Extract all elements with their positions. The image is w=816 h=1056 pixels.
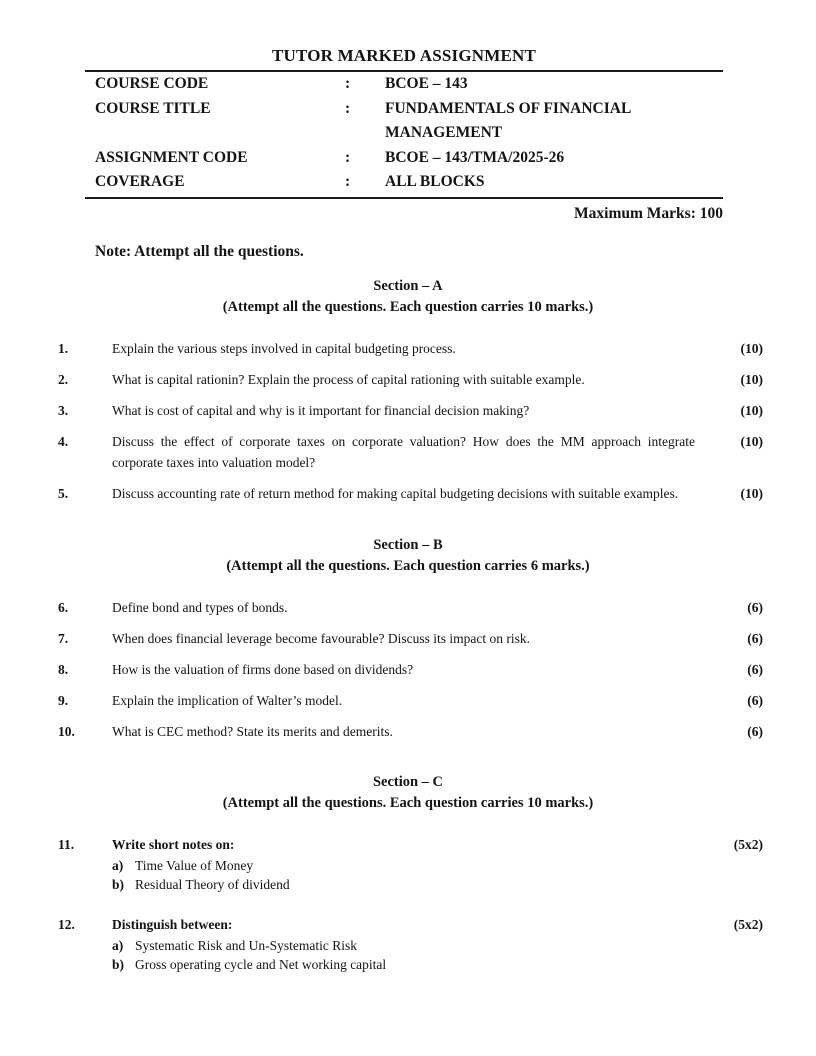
question-number: 4. — [58, 433, 69, 449]
section-a-subtitle: (Attempt all the questions. Each question carries 10 marks.) — [222, 298, 594, 315]
question-row — [58, 597, 763, 619]
sub-item — [112, 955, 695, 975]
question-number: 10. — [58, 723, 75, 739]
divider-bottom — [85, 197, 723, 199]
sub-item — [112, 875, 695, 895]
question-number: 5. — [58, 486, 69, 501]
sub-item — [112, 936, 695, 956]
note-text: Note: Attempt all the questions. — [95, 242, 304, 260]
question-text: Define bond and types of bonds. — [112, 599, 288, 615]
question-text: Discuss accounting rate of return method for making capital budgeting decisions with suitable examples. — [112, 486, 679, 501]
question-marks: (6) — [747, 723, 763, 739]
question-marks: (6) — [747, 599, 763, 615]
course-title-row — [85, 97, 723, 146]
sub-item-text: Time Value of Money — [135, 857, 254, 873]
sub-item-label: a) — [112, 857, 124, 873]
question-marks: (6) — [747, 630, 763, 646]
sub-item-label: a) — [112, 937, 124, 953]
section-a-questions — [58, 338, 763, 505]
colon-separator: : — [345, 148, 351, 166]
question-text: When does financial leverage become favourable? Discuss its impact on risk. — [112, 630, 530, 646]
question-text: What is cost of capital and why is it important for financial decision making? — [112, 402, 530, 418]
colon-separator: : — [345, 173, 351, 190]
assignment-code-row — [85, 146, 723, 171]
spacer — [58, 904, 763, 914]
section-c-subtitle: (Attempt all the questions. Each question carries 10 marks.) — [222, 795, 594, 811]
question-text: How is the valuation of firms done based on dividends? — [112, 661, 414, 677]
question-marks: (5x2) — [733, 917, 763, 932]
question-number: 1. — [58, 340, 69, 356]
question-text: Explain the various steps involved in capital budgeting process. — [112, 340, 456, 356]
sub-item — [112, 856, 695, 876]
course-code-label: COURSE CODE — [95, 75, 209, 92]
course-code-row — [85, 72, 723, 97]
question-row — [58, 431, 763, 474]
course-title-label: COURSE TITLE — [95, 99, 211, 117]
question-row — [58, 721, 763, 743]
question-text: What is capital rationin? Explain the process of capital rationing with suitable example. — [112, 371, 585, 387]
question-number: 8. — [58, 661, 69, 677]
question-marks: (10) — [740, 402, 763, 418]
question-number: 9. — [58, 692, 69, 708]
course-info-block — [85, 70, 723, 226]
question-number: 6. — [58, 599, 69, 615]
question-row — [58, 483, 763, 505]
question-number: 2. — [58, 371, 69, 387]
sub-item-text: Systematic Risk and Un-Systematic Risk — [135, 937, 357, 953]
section-b-title: Section – B — [373, 536, 443, 553]
question-number: 11. — [58, 837, 75, 852]
question-body — [112, 834, 717, 895]
question-marks: (6) — [747, 692, 763, 708]
sub-item-text: Residual Theory of dividend — [135, 877, 290, 892]
question-row — [58, 338, 763, 360]
sub-item-label: b) — [112, 877, 125, 892]
question-row — [58, 400, 763, 422]
colon-separator: : — [345, 99, 351, 117]
question-marks: (10) — [740, 371, 763, 387]
section-c-questions — [58, 834, 763, 975]
assignment-code-value: BCOE – 143/TMA/2025-26 — [385, 148, 565, 166]
assignment-code-label: ASSIGNMENT CODE — [95, 148, 248, 166]
sub-item-label: b) — [112, 957, 125, 972]
question-row — [58, 369, 763, 391]
section-c-title: Section – C — [372, 774, 444, 790]
question-marks: (5x2) — [733, 837, 763, 852]
question-row — [58, 834, 763, 895]
document-title: TUTOR MARKED ASSIGNMENT — [271, 46, 537, 65]
maximum-marks: Maximum Marks: 100 — [574, 204, 723, 222]
question-row — [58, 659, 763, 681]
section-b-questions — [58, 597, 763, 743]
question-text: Write short notes on: — [112, 837, 235, 852]
question-marks: (6) — [747, 661, 763, 677]
question-text: Explain the implication of Walter’s model. — [112, 692, 343, 708]
question-marks: (10) — [740, 340, 763, 356]
question-number: 12. — [58, 917, 75, 932]
section-b-subtitle: (Attempt all the questions. Each question carries 6 marks.) — [226, 557, 590, 574]
sub-item-text: Gross operating cycle and Net working capital — [135, 957, 387, 972]
question-row — [58, 914, 763, 975]
question-text: Distinguish between: — [112, 917, 233, 932]
question-row — [58, 628, 763, 650]
colon-separator: : — [345, 75, 351, 92]
question-marks: (10) — [740, 486, 763, 501]
coverage-value: ALL BLOCKS — [385, 173, 485, 190]
question-row — [58, 690, 763, 712]
course-code-value: BCOE – 143 — [385, 75, 468, 92]
question-number: 7. — [58, 630, 69, 646]
coverage-row — [85, 170, 723, 195]
question-body — [112, 914, 717, 975]
question-number: 3. — [58, 402, 69, 418]
question-text: Discuss the effect of corporate taxes on corporate valuation? How does the MM approach integrate corporate taxes into valuation model? — [112, 433, 695, 470]
course-title-value: FUNDAMENTALS OF FINANCIAL MANAGEMENT — [385, 99, 631, 141]
coverage-label: COVERAGE — [95, 173, 185, 190]
section-a-title: Section – A — [373, 277, 443, 294]
question-text: What is CEC method? State its merits and demerits. — [112, 723, 393, 739]
question-marks: (10) — [740, 433, 763, 449]
